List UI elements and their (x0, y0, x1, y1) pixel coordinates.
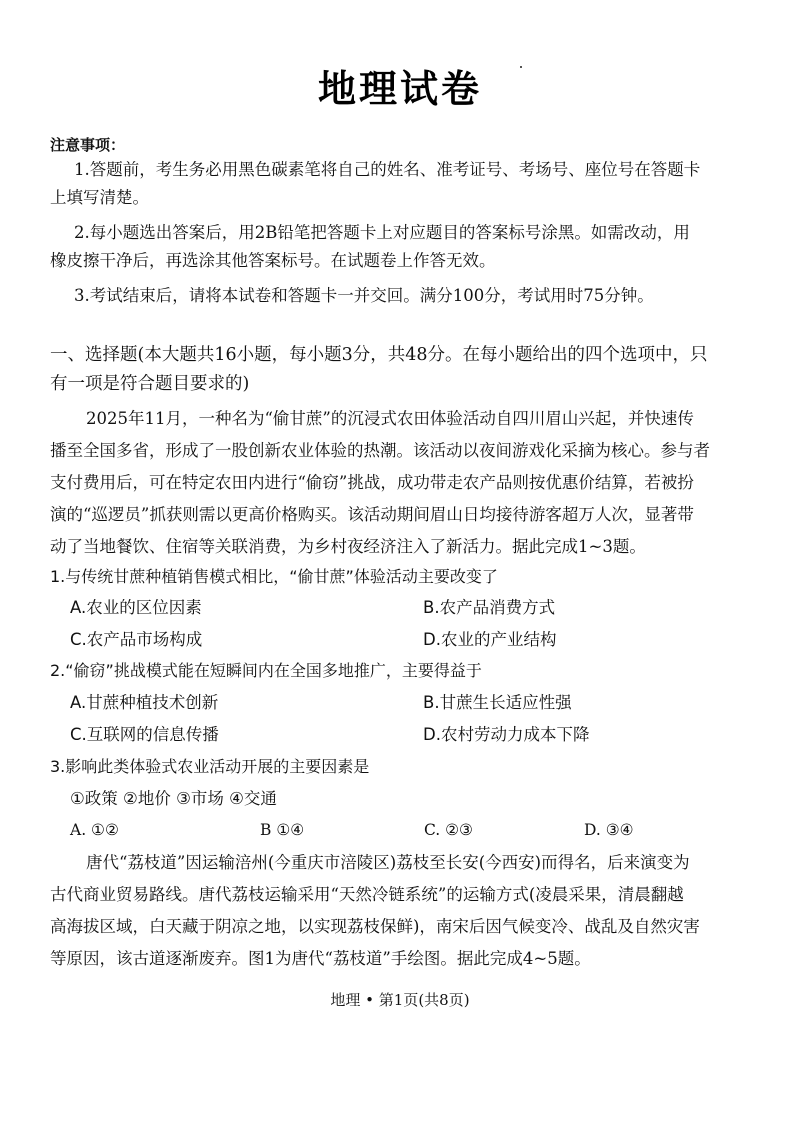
passage-line: 古代商业贸易路线。唐代荔枝运输采用“天然冷链系统”的运输方式(凌晨采果，清晨翻越 (50, 885, 684, 904)
option-b: B.农产品消费方式 (423, 598, 556, 617)
option-c: C.互联网的信息传播 (70, 725, 219, 744)
option-d: D.农村劳动力成本下降 (423, 725, 590, 744)
factor-list: ①政策 ②地价 ③市场 ④交通 (70, 789, 277, 808)
notice-line: 橡皮擦干净后，再选涂其他答案标号。在试题卷上作答无效。 (50, 251, 496, 270)
passage-line: 动了当地餐饮、住宿等关联消费，为乡村夜经济注入了新活力。据此完成1~3题。 (50, 537, 646, 556)
section-heading: 有一项是符合题目要求的) (50, 374, 250, 394)
scan-speck (520, 66, 522, 68)
option-c: C. ②③ (424, 821, 473, 839)
passage-line: 演的“巡逻员”抓获则需以更高价格购买。该活动期间眉山日均接待游客超万人次，显著带 (50, 505, 694, 524)
passage-line: 等原因，该古道逐渐废弃。图1为唐代“荔枝道”手绘图。据此完成4~5题。 (50, 949, 591, 968)
question-stem: 2.“偷窃”挑战模式能在短瞬间内在全国多地推广，主要得益于 (50, 661, 482, 680)
question-stem: 1.与传统甘蔗种植销售模式相比，“偷甘蔗”体验活动主要改变了 (50, 567, 498, 586)
option-a: A. ①② (70, 821, 119, 839)
option-b: B ①④ (260, 821, 305, 839)
option-b: B.甘蔗生长适应性强 (423, 693, 572, 712)
section-heading: 一、选择题(本大题共16小题，每小题3分，共48分。在每小题给出的四个选项中，只 (50, 345, 708, 365)
option-a: A.甘蔗种植技术创新 (70, 693, 219, 712)
option-d: D.农业的产业结构 (423, 630, 557, 649)
page-title: 地理试卷 (317, 67, 482, 111)
notice-line: 2.每小题选出答案后，用2B铅笔把答题卡上对应题目的答案标号涂黑。如需改动，用 (74, 223, 690, 242)
option-a: A.农业的区位因素 (70, 598, 202, 617)
option-c: C.农产品市场构成 (70, 630, 203, 649)
passage-line: 2025年11月，一种名为“偷甘蔗”的沉浸式农田体验活动自四川眉山兴起，并快速传 (86, 409, 694, 428)
notice-line: 3.考试结束后，请将本试卷和答题卡一并交回。满分100分，考试用时75分钟。 (74, 286, 654, 305)
passage-line: 支付费用后，可在特定农田内进行“偷窃”挑战，成功带走农产品则按优惠价结算，若被扮 (50, 473, 694, 492)
passage-line: 唐代“荔枝道”因运输涪州(今重庆市涪陵区)荔枝至长安(今西安)而得名，后来演变为 (86, 853, 690, 872)
notice-line: 1.答题前，考生务必用黑色碳素笔将自己的姓名、准考证号、考场号、座位号在答题卡 (74, 160, 701, 179)
passage-line: 高海拔区域，白天藏于阴凉之地，以实现荔枝保鲜)，南宋后因气候变冷、战乱及自然灾害 (50, 917, 700, 936)
notice-heading: 注意事项： (50, 136, 126, 154)
notice-line: 上填写清楚。 (50, 188, 149, 207)
question-stem: 3.影响此类体验式农业活动开展的主要因素是 (50, 757, 370, 776)
option-d: D. ③④ (584, 821, 634, 839)
passage-line: 播至全国多省，形成了一股创新农业体验的热潮。该活动以夜间游戏化采摘为核心。参与者 (50, 441, 710, 460)
page-footer: 地理 • 第1页(共8页) (330, 991, 470, 1009)
